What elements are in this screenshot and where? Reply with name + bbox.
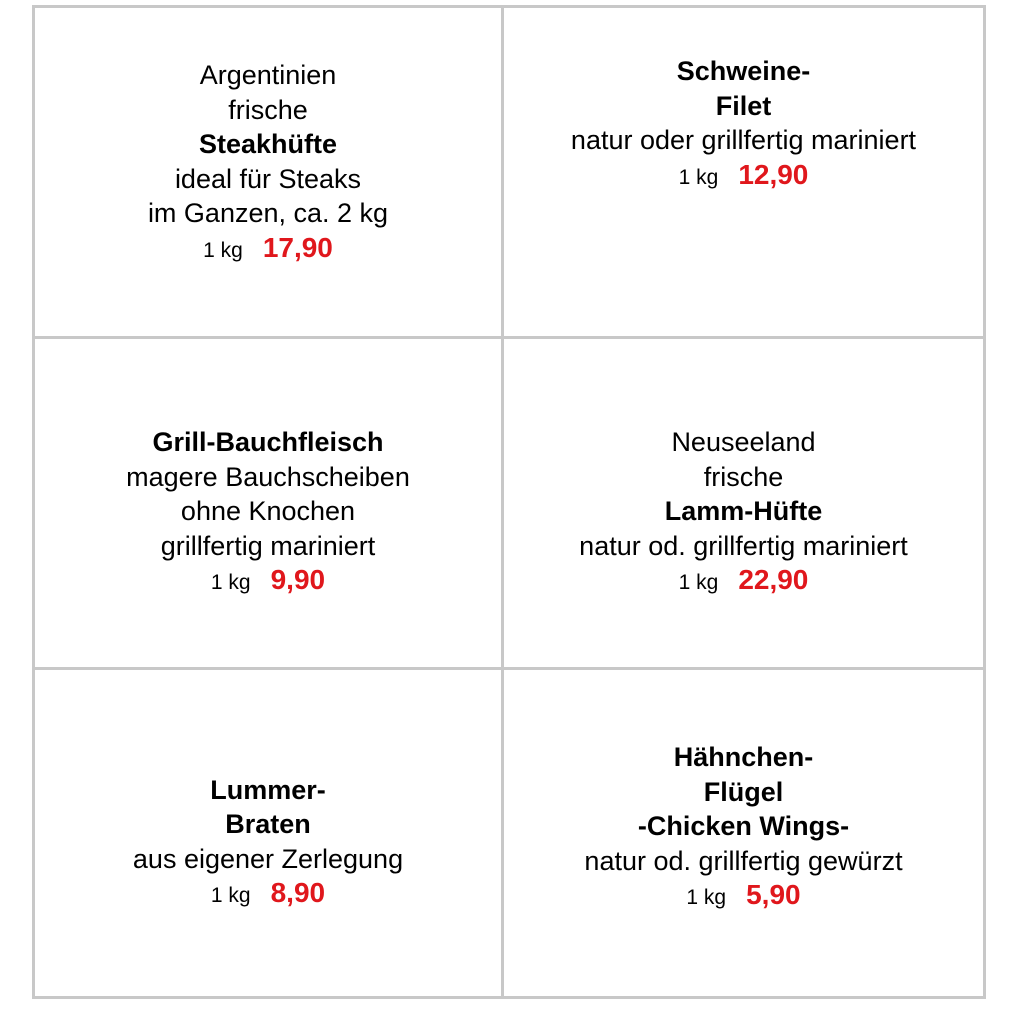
product-description-line: natur od. grillfertig gewürzt — [584, 845, 903, 876]
product-description-line: natur oder grillfertig mariniert — [570, 125, 917, 155]
product-description-line: ideal für Steaks — [174, 163, 362, 194]
product-cell-grill-bauchfleisch — [35, 339, 504, 670]
product-description-line: frische — [703, 461, 784, 492]
product-description-line: grillfertig mariniert — [160, 530, 376, 561]
product-name-line: Hähnchen- — [673, 742, 814, 773]
product-description-line: natur od. grillfertig mariniert — [579, 530, 908, 561]
product-name-line: Lamm-Hüfte — [664, 496, 823, 527]
price-line — [679, 563, 809, 601]
product-description-line: Neuseeland — [671, 427, 816, 458]
product-name-line: Schweine- — [676, 56, 811, 86]
product-cell-steakhuefte — [35, 8, 504, 339]
product-name-line: Flügel — [703, 776, 784, 807]
unit-label: 1 kg — [203, 238, 243, 262]
product-description-line: im Ganzen, ca. 2 kg — [147, 198, 389, 228]
product-cell-haehnchenfluegel — [504, 670, 983, 996]
product-name-line: Filet — [715, 90, 772, 121]
unit-label: 1 kg — [686, 886, 727, 910]
price-value: 8,90 — [270, 877, 326, 908]
product-cell-lamm-huefte — [504, 339, 983, 670]
price-line — [211, 563, 325, 601]
unit-label: 1 kg — [678, 571, 719, 595]
product-name-line: Braten — [225, 809, 311, 839]
price-value: 9,90 — [270, 564, 326, 596]
price-line — [203, 231, 333, 269]
unit-label: 1 kg — [210, 884, 251, 907]
price-value: 12,90 — [738, 158, 809, 190]
product-description-line: ohne Knochen — [180, 496, 356, 527]
unit-label: 1 kg — [210, 571, 251, 595]
product-name-line: Lummer- — [210, 774, 326, 805]
product-grid — [32, 5, 986, 999]
product-name-line: -Chicken Wings- — [637, 811, 850, 842]
price-value: 17,90 — [262, 231, 333, 263]
product-cell-lummerbraten — [35, 670, 504, 996]
product-cell-schweinefilet — [504, 8, 983, 339]
price-value: 5,90 — [746, 879, 801, 911]
product-description-line: Argentinien — [199, 60, 337, 90]
product-name-line: Grill-Bauchfleisch — [152, 427, 384, 458]
price-line — [211, 876, 325, 914]
product-description-line: frische — [228, 94, 308, 125]
unit-label: 1 kg — [678, 165, 719, 189]
product-description-line: magere Bauchscheiben — [126, 461, 410, 492]
price-line — [679, 158, 809, 196]
price-value: 22,90 — [738, 564, 809, 596]
product-name-line: Steakhüfte — [198, 129, 338, 159]
price-line — [686, 878, 800, 916]
product-description-line: aus eigener Zerlegung — [132, 843, 404, 874]
